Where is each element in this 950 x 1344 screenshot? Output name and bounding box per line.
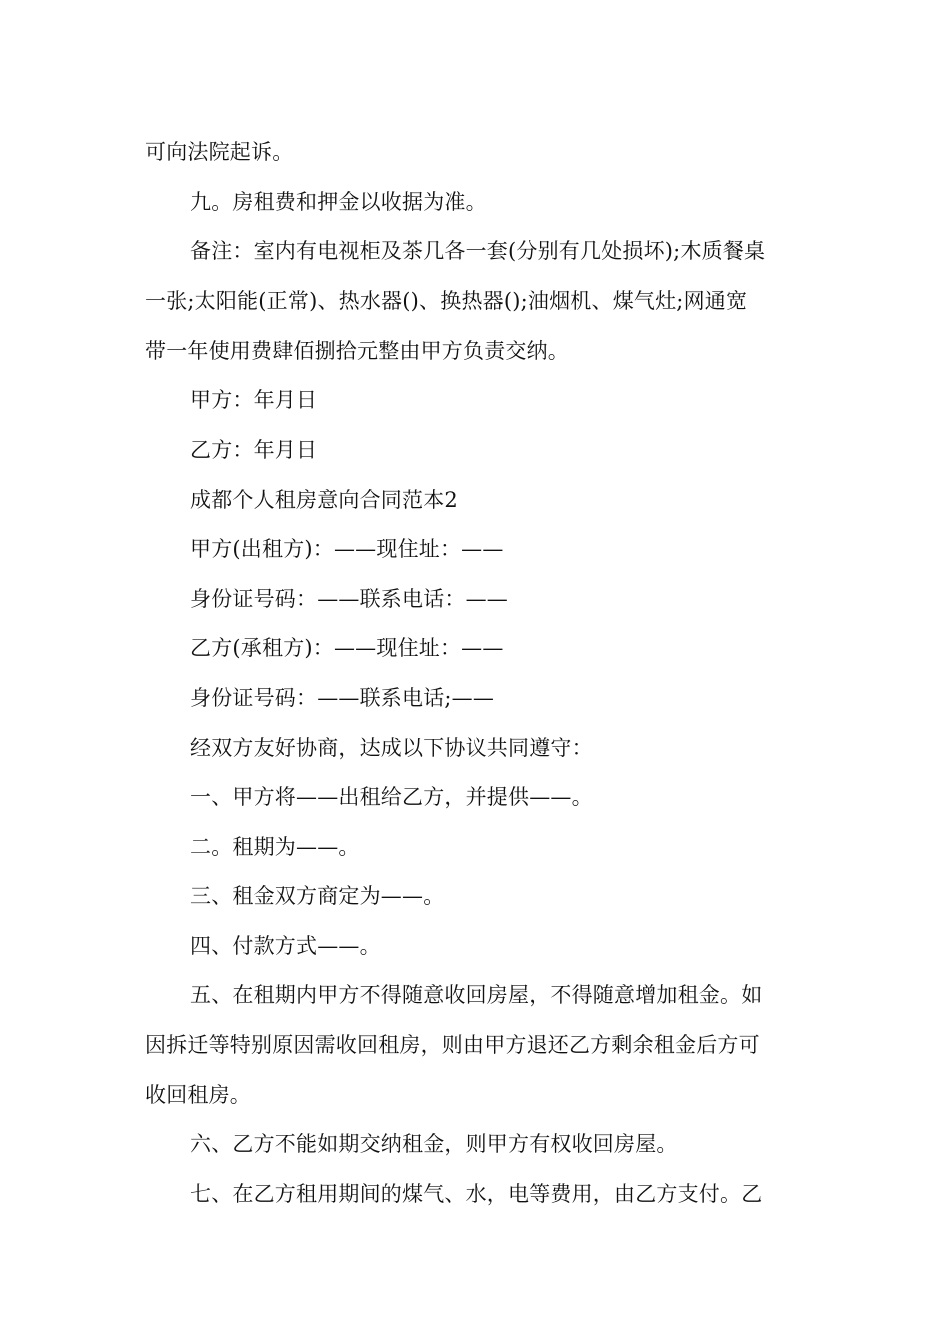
- section-title: 成都个人租房意向合同范本2: [190, 488, 458, 512]
- text-line: 三、租金双方商定为——。: [190, 884, 445, 908]
- text-line: 身份证号码：——联系电话：——: [190, 587, 508, 611]
- text-line: 六、乙方不能如期交纳租金，则甲方有权收回房屋。: [190, 1132, 678, 1156]
- text-line: 因拆迁等特别原因需收回租房，则由甲方退还乙方剩余租金后方可: [145, 1033, 760, 1057]
- text-line: 可向法院起诉。: [145, 140, 294, 164]
- text-line: 备注：室内有电视柜及茶几各一套(分别有几处损坏);木质餐桌: [190, 239, 766, 263]
- text-line: 乙方(承租方)：——现住址：——: [190, 636, 504, 660]
- text-line: 一、甲方将——出租给乙方，并提供——。: [190, 785, 593, 809]
- text-line: 五、在租期内甲方不得随意收回房屋，不得随意增加租金。如: [190, 983, 763, 1007]
- text-line: 经双方友好协商，达成以下协议共同遵守：: [190, 736, 593, 760]
- text-line: 甲方(出租方)：——现住址：——: [190, 537, 504, 561]
- text-line: 乙方：年月日: [190, 438, 318, 462]
- text-line: 七、在乙方租用期间的煤气、水，电等费用，由乙方支付。乙: [190, 1182, 763, 1206]
- text-line: 一张;太阳能(正常)、热水器()、换热器();油烟机、煤气灶;网通宽: [145, 289, 748, 313]
- text-line: 带一年使用费肆佰捌拾元整由甲方负责交纳。: [145, 339, 569, 363]
- text-line: 二。租期为——。: [190, 835, 360, 859]
- text-line: 甲方：年月日: [190, 388, 318, 412]
- text-line: 身份证号码：——联系电话;——: [190, 686, 495, 710]
- text-line: 收回租房。: [145, 1083, 251, 1107]
- text-line: 九。房租费和押金以收据为准。: [190, 190, 487, 214]
- text-line: 四、付款方式——。: [190, 934, 381, 958]
